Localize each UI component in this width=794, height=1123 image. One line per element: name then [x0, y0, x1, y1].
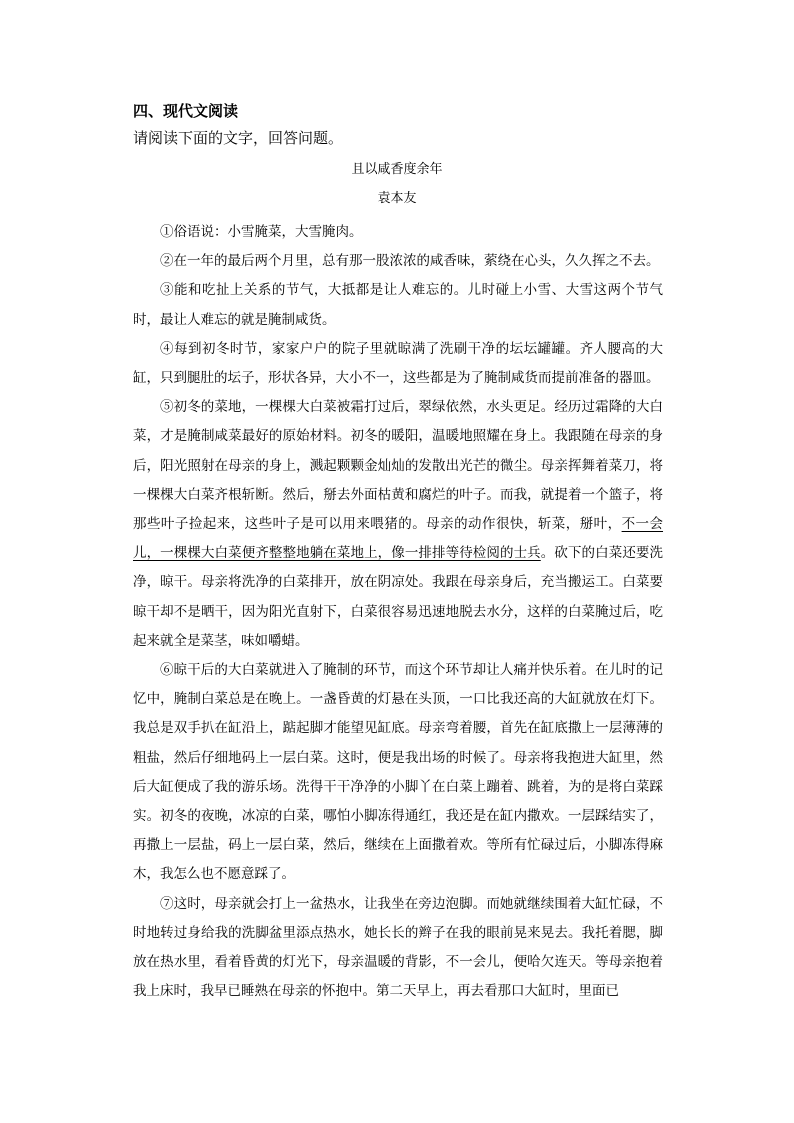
article-body — [133, 218, 663, 1006]
paragraph-1: ①俗语说：小雪腌菜，大雪腌肉。 — [160, 224, 363, 240]
article-title: 且以咸香度余年 — [351, 162, 443, 177]
paragraph-6: ⑥晾干后的大白菜就进入了腌制的环节，而这个环节却让人痛并快乐着。在儿时的记忆中，腌制白菜总是在晚上。一盏昏黄的灯悬在头顶，一口比我还高的大缸就放在灯下。我总是双手扒在缸沿上，踮起脚才能望见缸底。母亲弯着腰，首先在缸底撒上一层薄薄的粗盐，然后仔细地码上一层白菜。这时，便是我出场的时候了。母亲将我抱进大缸里，然后大缸便成了我的游乐场。洗得干干净净的小脚丫在白菜上蹦着、跳着，为的是将白菜踩实。初冬的夜晚，冰凉的白菜，哪怕小脚冻得通红，我还是在缸内撒欢。一层踩结实了，再撒上一层盐，码上一层白菜，然后，继续在上面撒着欢。等所有忙碌过后，小脚冻得麻木，我怎么也不愿意踩了。 — [133, 662, 663, 883]
paragraph-7: ⑦这时，母亲就会打上一盆热水，让我坐在旁边泡脚。而她就继续围着大缸忙碌，不时地转过身给我的洗脚盆里添点热水，她长长的辫子在我的眼前晃来晃去。我托着腮，脚放在热水里，看着昏黄的灯光下，母亲温暖的背影，不一会儿，便哈欠连天。等母亲抱着我上床时，我早已睡熟在母亲的怀抱中。第二天早上，再去看那口大缸时，里面已 — [133, 895, 663, 1000]
paragraph-5-text-before: ⑤初冬的菜地，一棵棵大白菜被霜打过后，翠绿依然，水头更足。经历过霜降的大白菜，才是腌制咸菜最好的原始材料。初冬的暖阳，温暖地照耀在身上。我跟随在母亲的身后，阳光照射在母亲的身上，溅起颗颗金灿灿的发散出光芒的微尘。母亲挥舞着菜刀，将一棵棵大白菜齐根斩断。然后，掰去外面枯黄和腐烂的叶子。而我，就提着一个篮子，将那些叶子捡起来，这些叶子是可以用来喂猪的。母亲的动作很快，斩菜，掰叶， — [133, 399, 663, 533]
paragraph-3: ③能和吃扯上关系的节气，大抵都是让人难忘的。儿时碰上小雪、大雪这两个节气时，最让人难忘的就是腌制咸货。 — [133, 282, 663, 328]
section-heading: 四、现代文阅读 — [133, 102, 239, 120]
paragraph-5 — [133, 393, 663, 656]
paragraph-2: ②在一年的最后两个月里，总有那一股浓浓的咸香味，萦绕在心头，久久挥之不去。 — [160, 253, 660, 270]
reading-instruction: 请阅读下面的文字，回答问题。 — [133, 129, 344, 147]
paragraph-4: ④每到初冬时节，家家户户的院子里就晾满了洗刷干净的坛坛罐罐。齐人腰高的大缸，只到腿肚的坛子，形状各异，大小不一，这些都是为了腌制咸货而提前准备的器皿。 — [133, 340, 663, 387]
article-author: 袁本友 — [377, 191, 417, 206]
paragraph-5-text-after: 。砍下的白菜还要洗净，晾干。母亲将洗净的白菜排开，放在阴凉处。我跟在母亲身后，充当搬运工。白菜要晾干却不是晒干，因为阳光直射下，白菜很容易迅速地脱去水分，这样的白菜腌过后，吃起来就全是菜茎，味如嚼蜡。 — [133, 545, 664, 649]
underlined-sentence: 不一会儿，一棵棵大白菜便齐整整地躺在菜地上，像一排排等待检阅的士兵 — [133, 516, 664, 562]
